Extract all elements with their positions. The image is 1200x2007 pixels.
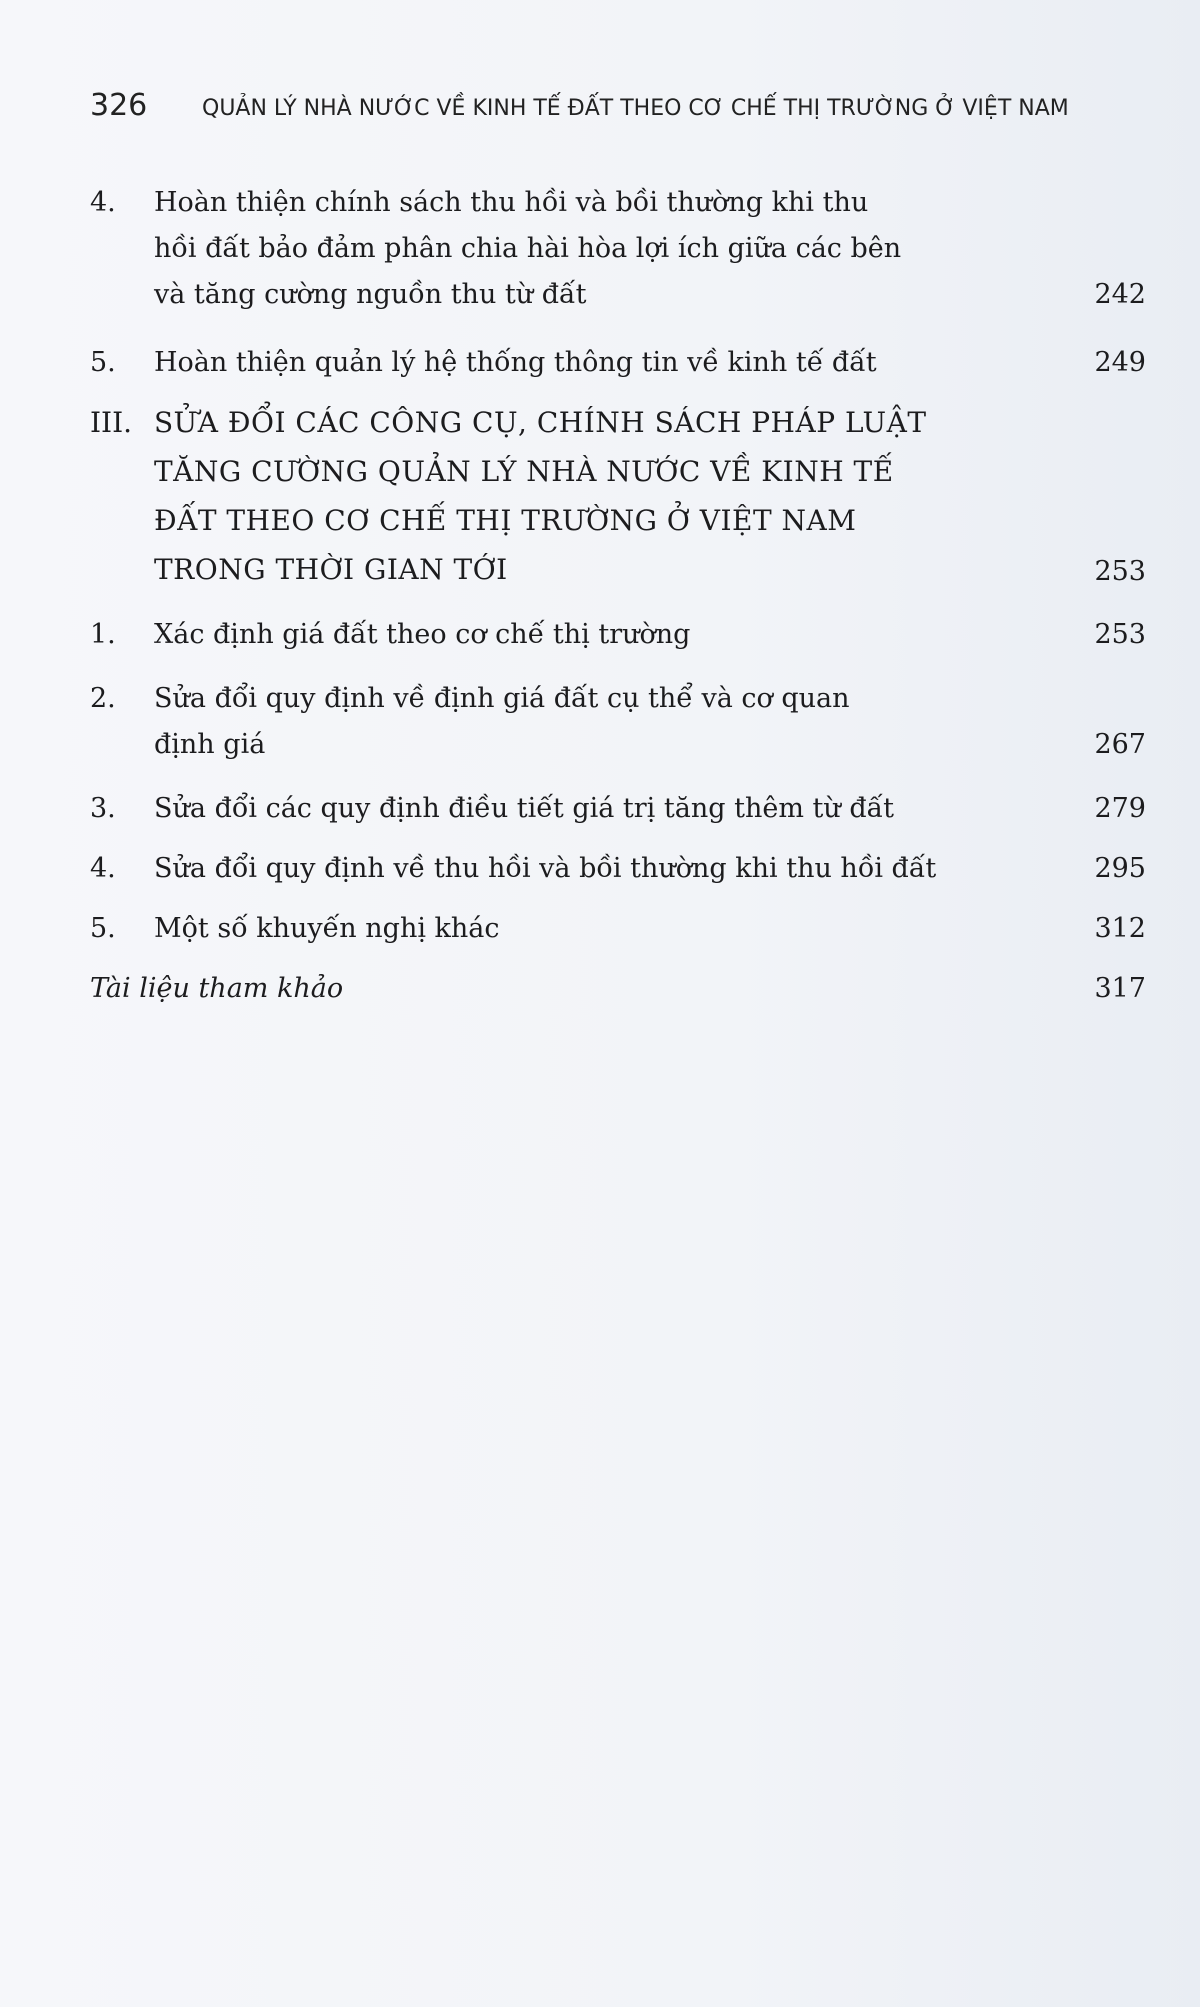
toc-entry-number: 1.: [90, 619, 116, 650]
toc-entry-title: [154, 786, 1054, 832]
toc-entry-page: 253: [1094, 556, 1146, 587]
references-page: 317: [1094, 973, 1146, 1004]
toc-entry-number: 5.: [90, 913, 116, 944]
toc-section-entry: [90, 398, 1146, 594]
toc-entry-page: 295: [1094, 853, 1146, 884]
toc-entry-number: 2.: [90, 683, 116, 714]
toc-entry-line: Hoàn thiện quản lý hệ thống thông tin về kinh tế đất: [154, 347, 877, 378]
toc-entry: [90, 676, 1146, 768]
toc-entry-page: 312: [1094, 913, 1146, 944]
toc-entry-title: [154, 612, 1054, 658]
toc-entry-line: định giá: [154, 729, 266, 760]
references-label: Tài liệu tham khảo: [90, 973, 344, 1004]
toc-entry: [90, 846, 1146, 892]
page-number: 326: [90, 88, 148, 123]
toc-entry-line: Sửa đổi quy định về định giá đất cụ thể và cơ quan: [154, 683, 850, 714]
toc-entry-line: SỬA ĐỔI CÁC CÔNG CỤ, CHÍNH SÁCH PHÁP LUẬT: [154, 406, 927, 439]
running-title: QUẢN LÝ NHÀ NƯỚC VỀ KINH TẾ ĐẤT THEO CƠ CHẾ THỊ TRƯỜNG Ở VIỆT NAM: [202, 96, 1069, 121]
toc-entry: [90, 180, 1146, 318]
toc-entry-number: 3.: [90, 793, 116, 824]
toc-entry-page: 249: [1094, 347, 1146, 378]
toc-entry-number: 4.: [90, 853, 116, 884]
toc-entry-page: 242: [1094, 279, 1146, 310]
toc-entry-line: Hoàn thiện chính sách thu hồi và bồi thường khi thu: [154, 187, 869, 218]
toc-entry-title: [154, 398, 1054, 594]
toc-references-entry: [90, 966, 1146, 1012]
toc-entry-line: và tăng cường nguồn thu từ đất: [154, 279, 587, 310]
toc-entry-line: Một số khuyến nghị khác: [154, 913, 500, 944]
toc-entry-line: TRONG THỜI GIAN TỚI: [154, 553, 508, 586]
toc-entry-line: Xác định giá đất theo cơ chế thị trường: [154, 619, 691, 650]
toc-entry-page: 267: [1094, 729, 1146, 760]
toc-entry: [90, 612, 1146, 658]
toc-entry-page: 279: [1094, 793, 1146, 824]
toc-entry-number: 4.: [90, 187, 116, 218]
toc-entry-title: [154, 676, 1054, 768]
toc-entry-title: [154, 906, 1054, 952]
toc-entry: [90, 340, 1146, 386]
toc-entry: [90, 906, 1146, 952]
toc-entry-title: [154, 340, 1054, 386]
toc-entry: [90, 786, 1146, 832]
toc-entry-line: hồi đất bảo đảm phân chia hài hòa lợi ích giữa các bên: [154, 233, 902, 264]
toc-entry-line: Sửa đổi quy định về thu hồi và bồi thường khi thu hồi đất: [154, 853, 937, 884]
toc-entry-line: TĂNG CƯỜNG QUẢN LÝ NHÀ NƯỚC VỀ KINH TẾ: [154, 455, 894, 488]
toc-entry-page: 253: [1094, 619, 1146, 650]
toc-entry-line: Sửa đổi các quy định điều tiết giá trị tăng thêm từ đất: [154, 793, 895, 824]
toc-entry-title: [154, 180, 1054, 318]
toc-entry-title: [154, 846, 1054, 892]
toc-entry-line: ĐẤT THEO CƠ CHẾ THỊ TRƯỜNG Ở VIỆT NAM: [154, 504, 857, 537]
toc-entry-number: III.: [90, 406, 133, 439]
page-header: [90, 88, 1130, 136]
toc-entry-number: 5.: [90, 347, 116, 378]
